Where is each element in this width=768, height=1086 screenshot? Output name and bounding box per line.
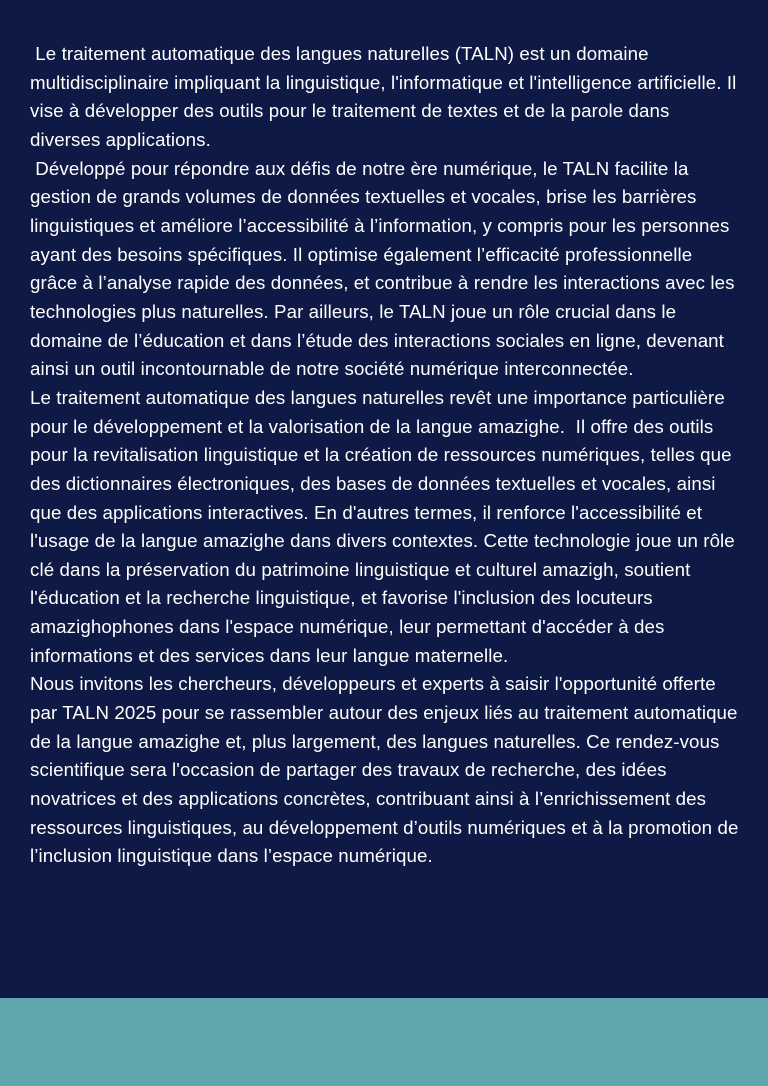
paragraph-amazigh: Le traitement automatique des langues naturelles revêt une importance particulière pour le développement et la valorisation de la langue amazighe. Il offre des outils pour la revitalisation linguistique et la création de ressources numériques, telles que des dictionnaires électroniques, des bases de données textuelles et vocales, ainsi que des applications interactives. En d'autres termes, il renforce l'accessibilité et l'usage de la langue amazighe dans divers contextes. Cette technologie joue un rôle clé dans la préservation du patrimoine linguistique et culturel amazigh, soutient l'éducation et la recherche linguistique, et favorise l'inclusion des locuteurs amazighophones dans l'espace numérique, leur permettant d'accéder à des informations et des services dans leur langue maternelle. [30, 386, 741, 666]
body-text [30, 40, 742, 871]
paragraph-intro: Le traitement automatique des langues naturelles (TALN) est un domaine multidisciplinaire impliquant la linguistique, l'informatique et l'intelligence artificielle. Il vise à développer des outils pour le traitement de textes et de la parole dans diverses applications. [30, 43, 742, 150]
paragraph-digital-era: Développé pour répondre aux défis de notre ère numérique, le TALN facilite la gestion de grands volumes de données textuelles et vocales, brise les barrières linguistiques et améliore l’accessibilité à l’information, y compris pour les personnes ayant des besoins spécifiques. Il optimise également l’efficacité professionnelle grâce à l’analyse rapide des données, et contribue à rendre les interactions avec les technologies plus naturelles. Par ailleurs, le TALN joue un rôle crucial dans le domaine de l’éducation et dans l’étude des interactions sociales en ligne, devenant ainsi un outil incontournable de notre société numérique interconnectée. [30, 157, 740, 380]
footer-band [0, 998, 768, 1086]
paragraph-invitation: Nous invitons les chercheurs, développeurs et experts à saisir l'opportunité offerte par TALN 2025 pour se rassembler autour des enjeux liés au traitement automatique de la langue amazighe et, plus largement, des langues naturelles. Ce rendez-vous scientifique sera l'occasion de partager des travaux de recherche, des idées novatrices et des applications concrètes, contribuant ainsi à l’enrichissement des ressources linguistiques, au développement d’outils numériques et à la promotion de l’inclusion linguistique dans l’espace numérique. [30, 673, 744, 867]
